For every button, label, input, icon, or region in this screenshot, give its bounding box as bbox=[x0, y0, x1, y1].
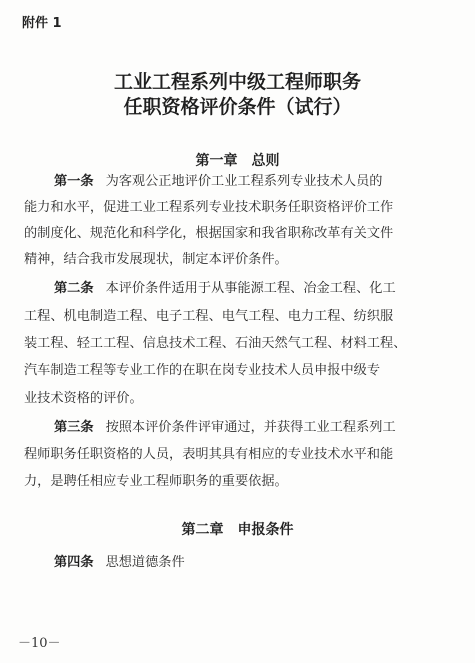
article-label: 第一条 bbox=[54, 174, 94, 189]
article-text: 按照本评价条件评审通过，并获得工业工程系列工 bbox=[105, 420, 396, 435]
article-2-line-4: 汽车制造工程等专业工作的在职在岗专业技术人员申报中级专 bbox=[24, 363, 381, 378]
article-text: 为客观公正地评价工业工程系列专业技术人员的 bbox=[105, 174, 383, 189]
article-1-line-1 bbox=[54, 174, 454, 190]
chapter-name: 申报条件 bbox=[237, 522, 294, 538]
article-text: 本评价条件适用于从事能源工程、冶金工程、化工 bbox=[105, 281, 396, 296]
article-text: 思想道德条件 bbox=[105, 555, 185, 570]
article-1-line-2: 能力和水平，促进工业工程系列专业技术职务任职资格评价工作 bbox=[24, 200, 394, 215]
page-number: －10－ bbox=[18, 636, 61, 651]
article-2-line-1 bbox=[54, 281, 454, 297]
article-1-line-3: 的制度化、规范化和科学化，根据国家和我省职称改革有关文件 bbox=[24, 226, 394, 241]
chapter-heading-1 bbox=[0, 150, 475, 170]
article-label: 第三条 bbox=[54, 420, 94, 435]
article-4-line-1 bbox=[54, 555, 454, 571]
chapter-name: 总则 bbox=[251, 153, 280, 169]
chapter-number: 第二章 bbox=[181, 522, 224, 538]
article-3-line-3: 力，是聘任相应专业工程师职务的重要依据。 bbox=[24, 474, 288, 489]
article-3-line-1 bbox=[54, 420, 454, 436]
chapter-heading-2 bbox=[0, 519, 475, 539]
chapter-number: 第一章 bbox=[195, 153, 238, 169]
document-title-line-2: 任职资格评价条件（试行） bbox=[123, 96, 352, 118]
article-1-line-4: 精神，结合我市发展现状，制定本评价条件。 bbox=[24, 252, 288, 267]
document-title-line-1: 工业工程系列中级工程师职务 bbox=[113, 71, 361, 93]
attachment-label: 附件 1 bbox=[22, 16, 62, 31]
article-2-line-3: 装工程、轻工工程、信息技术工程、石油天然气工程、材料工程、 bbox=[24, 336, 407, 351]
article-label: 第四条 bbox=[54, 555, 94, 570]
article-2-line-5: 业技术资格的评价。 bbox=[24, 391, 143, 406]
article-2-line-2: 工程、机电制造工程、电子工程、电气工程、电力工程、纺织服 bbox=[24, 309, 394, 324]
article-3-line-2: 程师职务任职资格的人员，表明其具有相应的专业技术水平和能 bbox=[24, 447, 394, 462]
article-label: 第二条 bbox=[54, 281, 94, 296]
